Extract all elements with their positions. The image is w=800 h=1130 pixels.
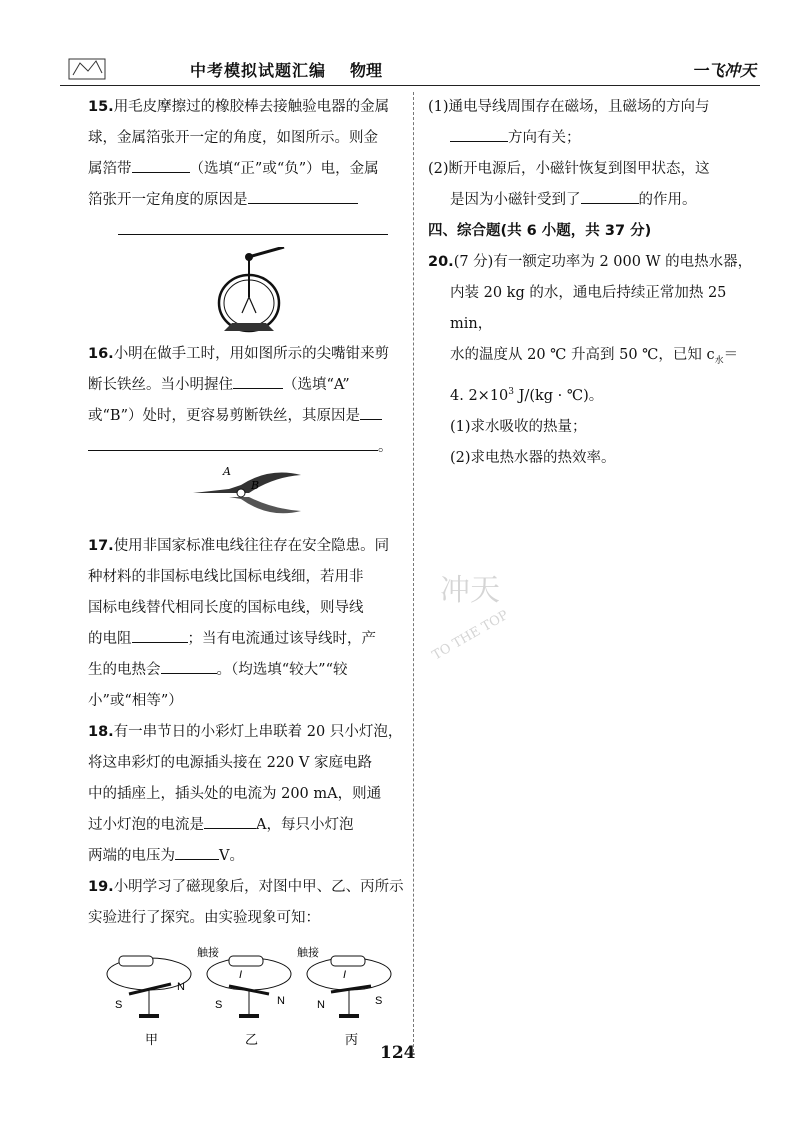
answer-blank[interactable] <box>88 432 378 451</box>
answer-blank[interactable] <box>161 655 217 674</box>
answer-blank[interactable] <box>450 123 508 142</box>
label-a: A <box>223 465 231 478</box>
question-19: 19.小明学习了磁现象后，对图中甲、乙、丙所示 实验进行了探究。由实验现象可知： S N 甲 触接 I S N 乙 触接 I N S 丙 <box>88 872 410 1052</box>
svg-text:S: S <box>215 999 223 1011</box>
right-column <box>428 92 768 474</box>
subject-label: 物理 <box>350 61 383 80</box>
figure-label-bing: 丙 <box>345 1033 359 1048</box>
svg-text:N: N <box>277 995 285 1007</box>
svg-text:N: N <box>317 999 325 1011</box>
experiment-jia <box>107 956 191 1048</box>
svg-text:触接: 触接 <box>197 947 219 959</box>
svg-text:S: S <box>115 999 123 1011</box>
left-column <box>88 92 410 1052</box>
answer-blank[interactable] <box>118 216 388 235</box>
section-heading: 四、综合题(共 6 小题，共 37 分) <box>428 223 652 239</box>
figure-label-jia: 甲 <box>145 1033 159 1048</box>
answer-blank[interactable] <box>248 185 358 204</box>
watermark-stamp <box>430 540 550 680</box>
question-15: 15.用毛皮摩擦过的橡胶棒去接触验电器的金属 球，金属箔张开一定的角度，如图所示。则金 属箔带 （选填“正”或“负”）电，金属 箔张开一定角度的原因是 <box>88 92 410 339</box>
answer-blank[interactable] <box>204 810 256 829</box>
page-number: 124 <box>380 1043 416 1063</box>
electroscope-figure <box>204 247 294 339</box>
svg-text:TO THE TOP: TO THE TOP <box>430 607 512 664</box>
column-divider <box>413 92 414 1052</box>
answer-blank[interactable] <box>233 370 283 389</box>
answer-blank[interactable] <box>581 185 639 204</box>
svg-text:N: N <box>177 981 185 993</box>
question-16: 16.小明在做手工时，用如图所示的尖嘴钳来剪 断长铁丝。当小明握住 （选填“A” 或“B”）处时，更容易剪断铁丝，其原因是 。 A B <box>88 339 410 525</box>
brand-label: 一飞冲天 <box>691 61 756 80</box>
question-19-continued: (1)通电导线周围存在磁场，且磁场的方向与 方向有关； (2)断开电源后，小磁针恢复到图甲状态，这 是因为小磁针受到了 的作用。 <box>428 99 710 208</box>
svg-text:触接: 触接 <box>297 947 319 959</box>
pliers-figure <box>189 463 309 525</box>
answer-blank[interactable] <box>175 841 219 860</box>
svg-text:I: I <box>239 969 243 981</box>
page-header <box>60 55 760 86</box>
answer-blank[interactable] <box>132 154 190 173</box>
question-17: 17.使用非国家标准电线往往存在安全隐患。同 种材料的非国标电线比国标电线细，若用非 国标电线替代相同长度的国标电线，则导线 的电阻 ；当有电流通过该导线时，产 生的电热会 。（均选填“较大”“较 小”或“相等”） <box>88 538 390 709</box>
svg-text:S: S <box>375 995 383 1007</box>
magnet-experiment-figure <box>99 934 399 1052</box>
experiment-bing <box>297 945 391 1048</box>
label-b: B <box>251 479 260 492</box>
svg-text:I: I <box>343 969 347 981</box>
question-18: 18.有一串节日的小彩灯上串联着 20 只小灯泡， 将这串彩灯的电源插头接在 220 V 家庭电路 中的插座上，插头处的电流为 200 mA，则通 过小灯泡的电流是 A，每只小灯泡 两端的电压为 V。 <box>88 724 403 864</box>
answer-blank[interactable] <box>360 401 382 420</box>
svg-text:冲天: 冲天 <box>440 573 500 608</box>
figure-label-yi: 乙 <box>245 1033 259 1048</box>
answer-blank[interactable] <box>132 624 188 643</box>
question-20: 20.(7 分)有一额定功率为 2 000 W 的电热水器， 内装 20 kg 的水，通电后持续正常加热 25 min， 水的温度从 20 ℃ 升高到 50 ℃，已知 $c_水=$ 4. $2\times 10^3$ J/(kg · ℃)。 (1)求水吸收的热量； (2)求电热水器的热效率。 <box>428 254 753 466</box>
logo-icon <box>68 57 108 81</box>
book-title: 中考模拟试题汇编 <box>190 61 327 80</box>
experiment-yi <box>197 945 291 1048</box>
